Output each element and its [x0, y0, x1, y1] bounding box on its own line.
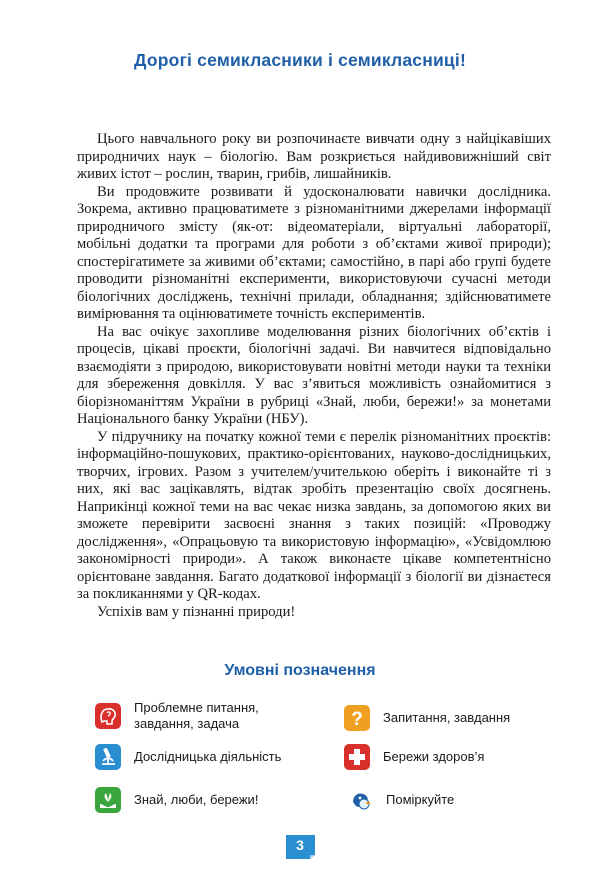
paragraph-4: У підручнику на початку кожної теми є перелік різноманітних проєктів: інформаційно-пошукових, практико-орієнтованих, науково-дослідницьких, творчих, ігрових. Разом з учителем/учителькою оберіть і виконайте ті з них, які вас зацікавлять, відтак зробіть презентацію своїх досягнень. Наприкінці кожної теми на вас чекає низка завдань, за допомогою яких ви зможете перевірити засвоєні знання з таких позицій: «Проводжу дослідження», «Опрацьовую та використовую інформацію», «Усвідомлюю закономірності природи». А також виконаєте цікаве компетентнісно орієнтоване завдання. Багато додаткової інформації з біології ви дізнаєтеся за покликаннями у QR-кодах.: [77, 428, 551, 602]
legend-item-research: [94, 743, 334, 771]
page-number: [285, 834, 317, 860]
legend-title: Умовні позначення: [224, 662, 376, 679]
legend-item-nature: [94, 786, 314, 814]
paragraph-3: На вас очікує захопливе моделювання різних біологічних об’єктів і процесів, цікаві проєкти, біологічні задачі. Ви навчитеся відповідально взаємодіяти з природою, використовувати новітні методи науки та техніки для збереження довкілля. У вас з’явиться можливість ознайомитися з біорізноманіттям України в рубриці «Знай, люби, бережи!» за монетами Національного банку України (НБУ).: [77, 323, 551, 427]
paragraph-1: Цього навчального року ви розпочинаєте вивчати одну з найцікавіших природничих наук – біологію. Вам розкриється найдивовижніший світ живих істот – рослин, тварин, грибів, лишайників.: [77, 131, 551, 182]
legend-item-health: [343, 743, 553, 771]
legend-item-problem: [94, 700, 314, 732]
legend-label-health: Бережи здоров’я: [383, 749, 485, 764]
paragraph-5: Успіхів вам у пізнанні природи!: [97, 603, 296, 620]
legend-item-think: [350, 789, 550, 811]
paragraph-2: Ви продовжите розвивати й удосконалювати навички дослідника. Зокрема, активно працюватимете з різноманітними джерелами інформації природничого змісту (як-от: відеоматеріали, віртуальні лабораторії, мобільні додатки та програми для роботи з об’єктами живої природи); спостерігатимете за живими об’єктами; самостійно, в парі або групі будете проводити різноманітні експерименти, використовуючи сучасні методи біологічних досліджень, технічні прилади, обладнання; здійснюватимете вимірювання та оцінюватимете точність експериментів.: [77, 183, 551, 322]
legend-label-research: Дослідницька діяльність: [134, 749, 282, 764]
nature-hands-icon: [94, 786, 122, 814]
page-title: Дорогі семикласники і семикласниці!: [134, 50, 466, 70]
legend-label-think: Поміркуйте: [386, 792, 455, 807]
svg-text:?: ?: [351, 709, 363, 730]
think-bird-icon: [350, 789, 372, 811]
problem-question-icon: [94, 702, 122, 730]
legend-item-question: [343, 704, 553, 732]
page-number-text: 3: [296, 837, 304, 853]
health-cross-icon: [343, 743, 371, 771]
question-mark-icon: [343, 704, 371, 732]
microscope-icon: [94, 743, 122, 771]
legend-label-nature: Знай, люби, бережи!: [134, 792, 259, 807]
legend-label-problem: Проблемне питання, завдання, задача: [134, 700, 259, 731]
intro-text: [77, 131, 551, 621]
legend-label-question: Запитання, завдання: [383, 710, 511, 725]
